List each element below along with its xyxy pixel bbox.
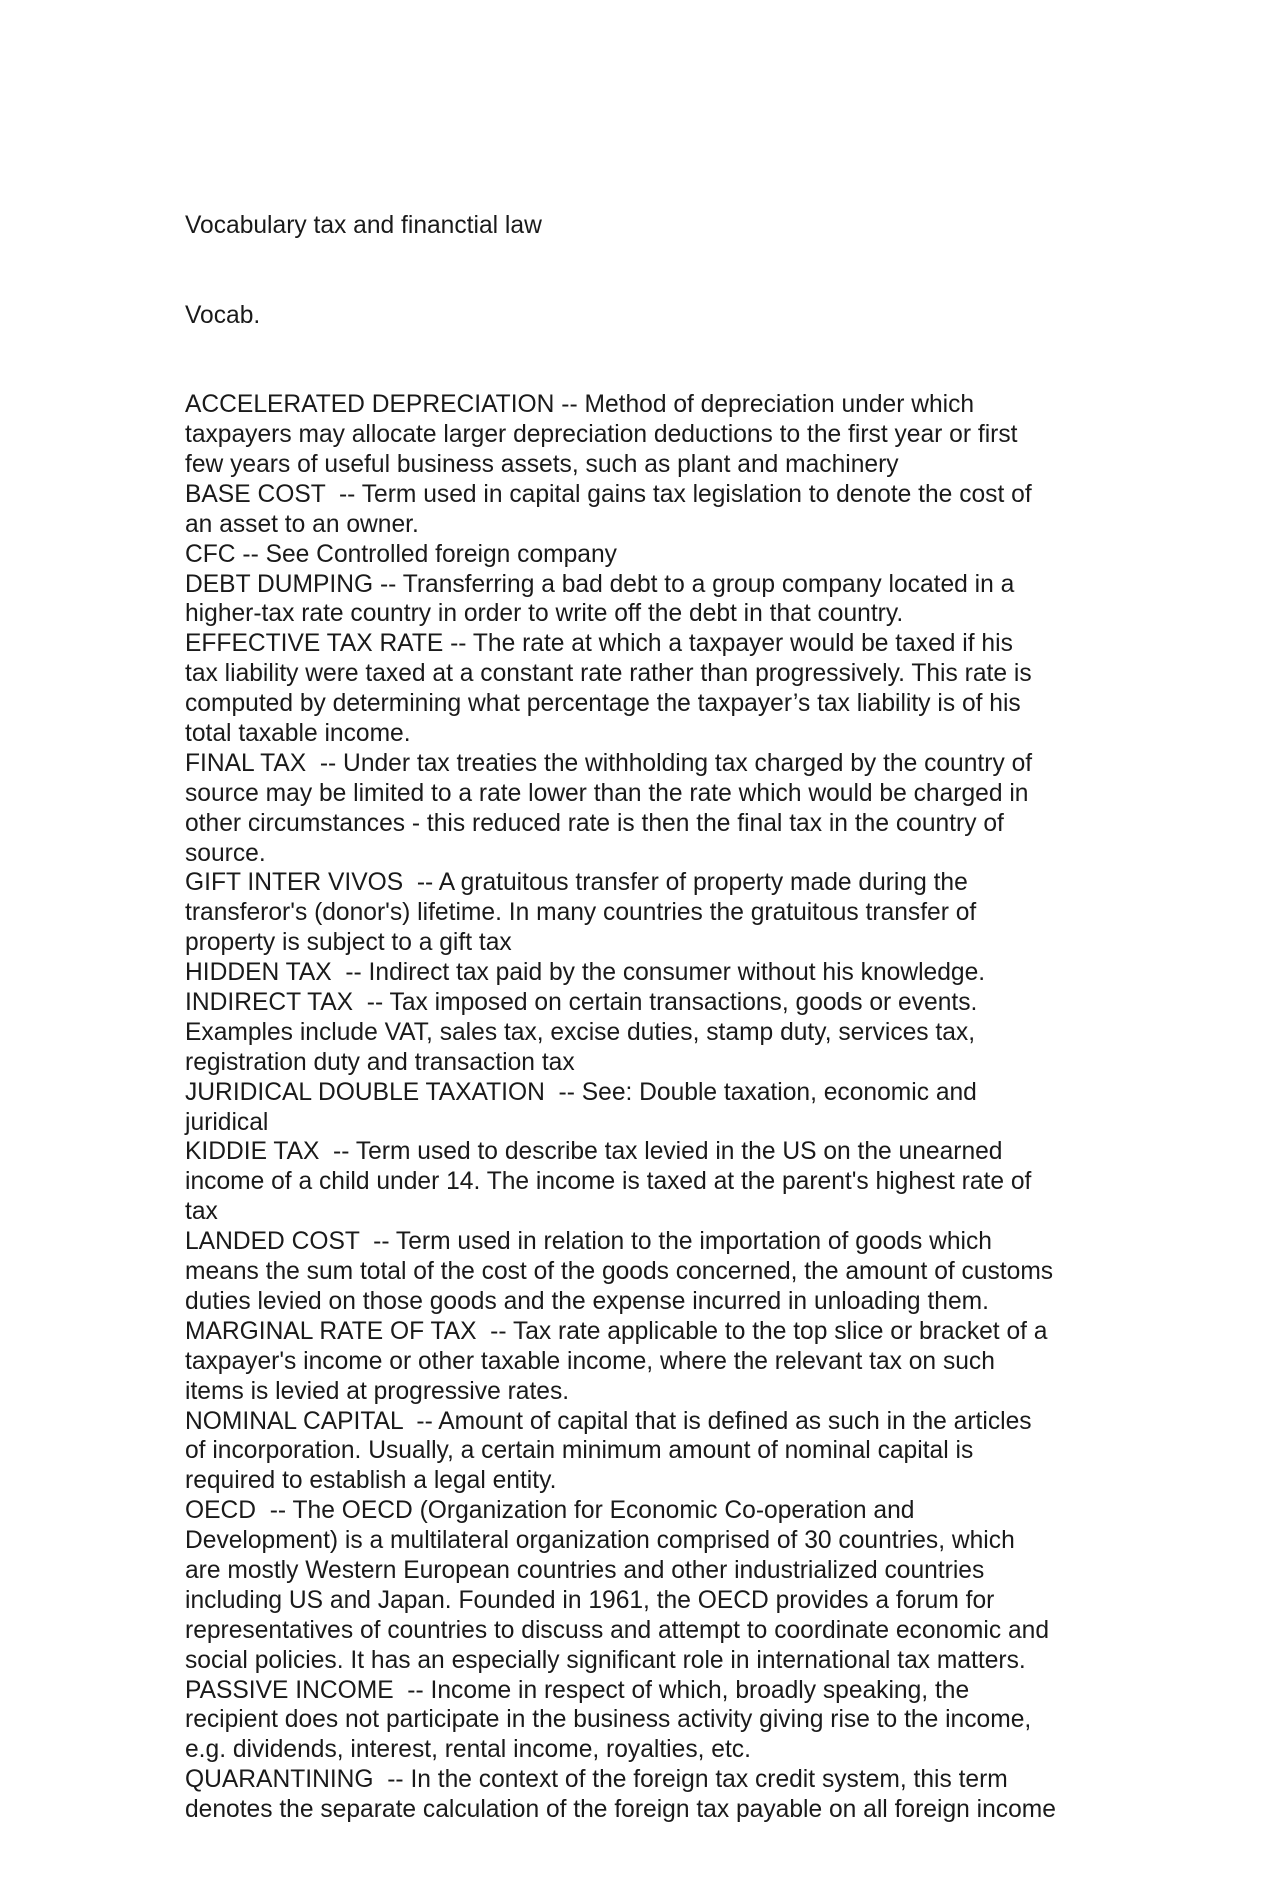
text-line: tax (185, 1198, 218, 1226)
text-line: GIFT INTER VIVOS -- A gratuitous transfer of property made during the (185, 869, 968, 897)
text-line: QUARANTINING -- In the context of the foreign tax credit system, this term (185, 1766, 1008, 1794)
text-line: Development) is a multilateral organization comprised of 30 countries, which (185, 1527, 1015, 1555)
text-line: higher-tax rate country in order to write off the debt in that country. (185, 600, 904, 628)
text-line: duties levied on those goods and the expense incurred in unloading them. (185, 1287, 989, 1315)
document-subtitle: Vocab. (185, 301, 261, 329)
text-line: PASSIVE INCOME -- Income in respect of which, broadly speaking, the (185, 1676, 970, 1704)
text-line: means the sum total of the cost of the goods concerned, the amount of customs (185, 1258, 1054, 1286)
text-line: DEBT DUMPING -- Transferring a bad debt to a group company located in a (185, 570, 1015, 598)
text-line: juridical (185, 1108, 269, 1136)
text-line: denotes the separate calculation of the foreign tax payable on all foreign income (185, 1796, 1056, 1824)
text-line: OECD -- The OECD (Organization for Economic Co-operation and (185, 1497, 915, 1525)
text-line: recipient does not participate in the business activity giving rise to the income, (185, 1706, 1032, 1734)
text-line: items is levied at progressive rates. (185, 1377, 570, 1405)
text-line: tax liability were taxed at a constant rate rather than progressively. This rate is (185, 660, 1032, 688)
text-line: total taxable income. (185, 720, 411, 748)
document-body (185, 151, 1110, 1885)
text-line: taxpayers may allocate larger depreciation deductions to the first year or first (185, 421, 1018, 449)
text-line: computed by determining what percentage the taxpayer’s tax liability is of his (185, 690, 1021, 718)
text-line: of incorporation. Usually, a certain minimum amount of nominal capital is (185, 1437, 974, 1465)
text-line: MARGINAL RATE OF TAX -- Tax rate applicable to the top slice or bracket of a (185, 1317, 1048, 1345)
text-line: including US and Japan. Founded in 1961, the OECD provides a forum for (185, 1586, 995, 1614)
text-line: other circumstances - this reduced rate is then the final tax in the country of (185, 809, 1004, 837)
text-line: are mostly Western European countries and other industrialized countries (185, 1556, 985, 1584)
document-title: Vocabulary tax and financtial law (185, 211, 542, 239)
text-line: FINAL TAX -- Under tax treaties the withholding tax charged by the country of (185, 749, 1033, 777)
text-line: KIDDIE TAX -- Term used to describe tax levied in the US on the unearned (185, 1138, 1003, 1166)
text-line: e.g. dividends, interest, rental income, royalties, etc. (185, 1736, 751, 1764)
text-line: INDIRECT TAX -- Tax imposed on certain transactions, goods or events. (185, 989, 978, 1017)
text-line: registration duty and transaction tax (185, 1048, 575, 1076)
text-line: representatives of countries to discuss and attempt to coordinate economic and (185, 1616, 1049, 1644)
text-line: LANDED COST -- Term used in relation to the importation of goods which (185, 1228, 992, 1256)
text-line: source may be limited to a rate lower than the rate which would be charged in (185, 779, 1029, 807)
text-line: taxpayer's income or other taxable income, where the relevant tax on such (185, 1347, 995, 1375)
text-line: HIDDEN TAX -- Indirect tax paid by the consumer without his knowledge. (185, 959, 986, 987)
text-line: JURIDICAL DOUBLE TAXATION -- See: Double taxation, economic and (185, 1078, 977, 1106)
text-line: transferor's (donor's) lifetime. In many countries the gratuitous transfer of (185, 899, 977, 927)
text-line: NOMINAL CAPITAL -- Amount of capital that is defined as such in the articles (185, 1407, 1032, 1435)
text-line: CFC -- See Controlled foreign company (185, 540, 617, 568)
text-line: BASE COST -- Term used in capital gains tax legislation to denote the cost of (185, 480, 1032, 508)
text-line: source. (185, 839, 266, 867)
text-line: social policies. It has an especially significant role in international tax matters. (185, 1646, 1026, 1674)
text-line: Examples include VAT, sales tax, excise duties, stamp duty, services tax, (185, 1018, 976, 1046)
text-line: property is subject to a gift tax (185, 929, 512, 957)
text-line: required to establish a legal entity. (185, 1467, 557, 1495)
text-line: EFFECTIVE TAX RATE -- The rate at which a taxpayer would be taxed if his (185, 630, 1013, 658)
text-line: income of a child under 14. The income is taxed at the parent's highest rate of (185, 1168, 1032, 1196)
glossary-lines (185, 390, 1110, 1825)
text-line: few years of useful business assets, such as plant and machinery (185, 451, 899, 478)
text-line: ACCELERATED DEPRECIATION -- Method of depreciation under which (185, 391, 975, 419)
text-line: an asset to an owner. (185, 510, 419, 538)
